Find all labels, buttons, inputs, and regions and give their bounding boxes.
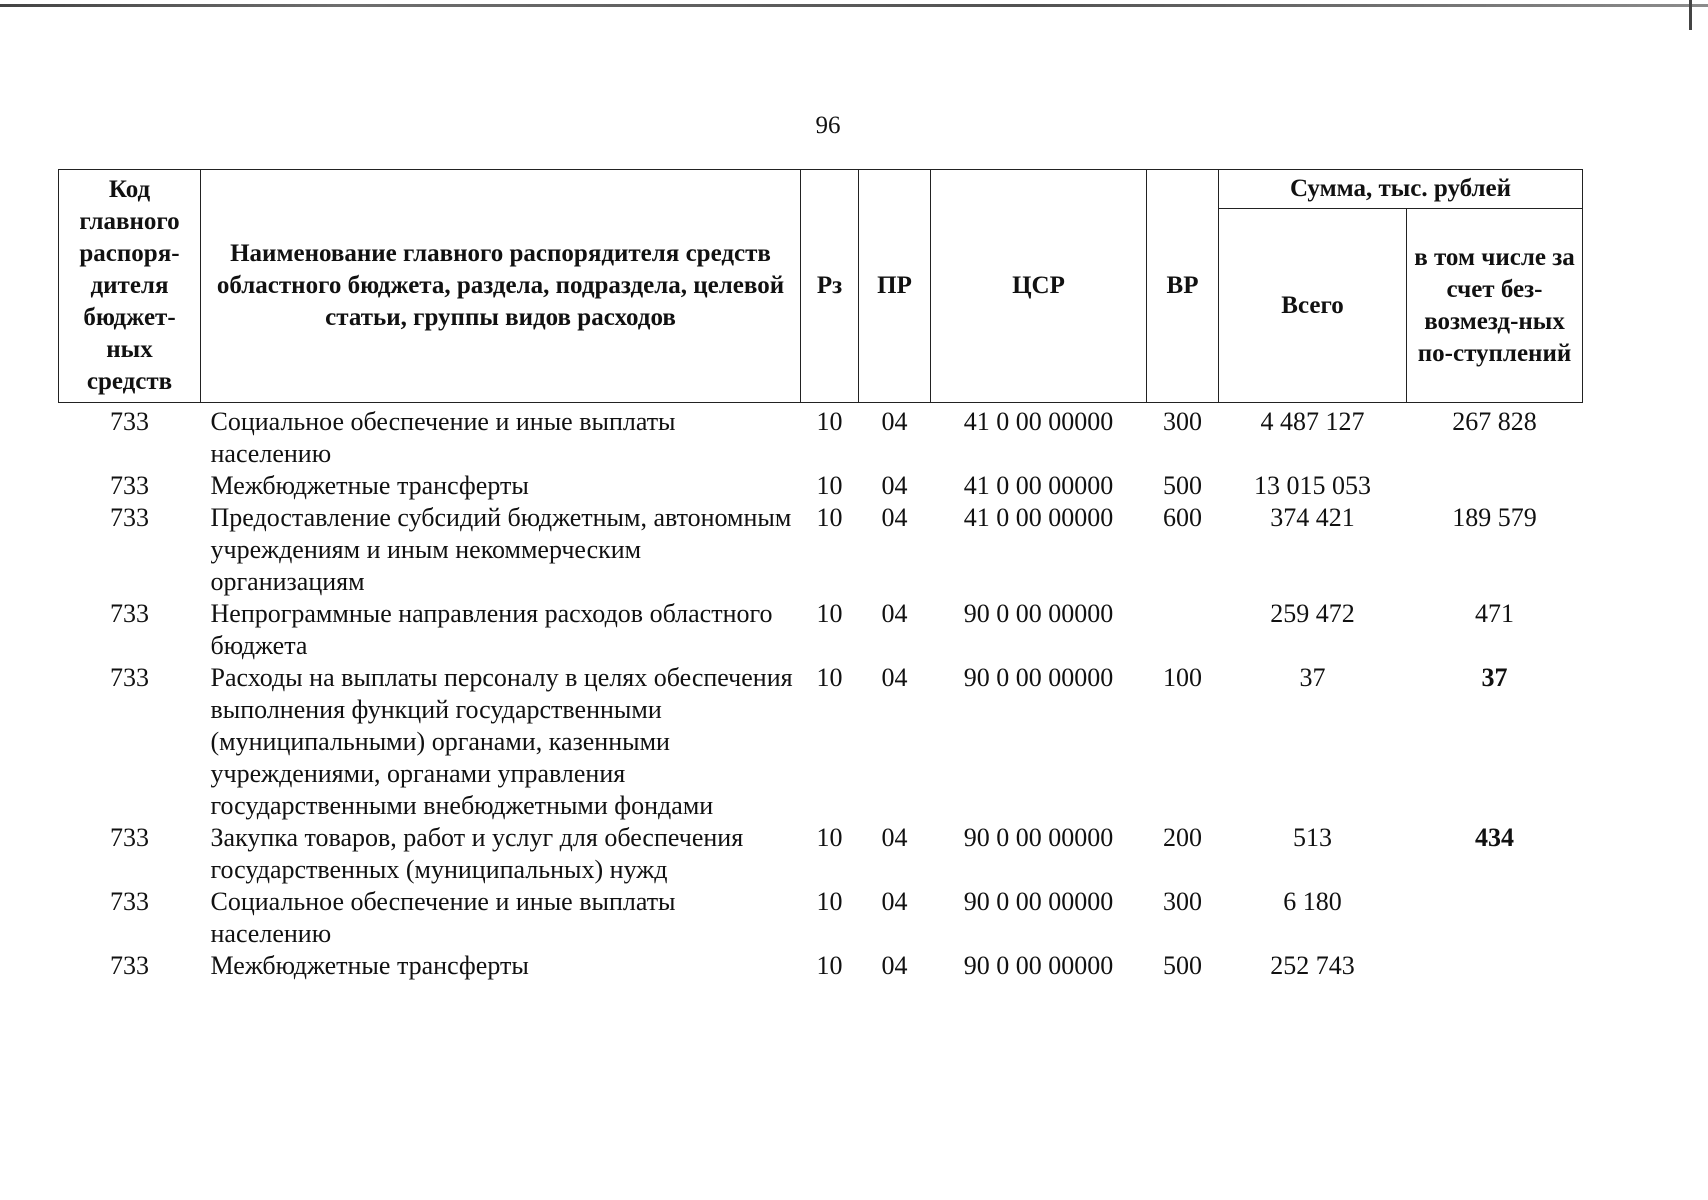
cell-code: 733 [110,663,149,692]
cell-vr: 100 [1163,663,1202,692]
cell-pr: 04 [881,407,908,436]
cell-csr: 90 0 00 00000 [963,663,1114,692]
cell-pr: 04 [881,887,908,916]
table-row [59,598,1583,662]
cell-name: Расходы на выплаты персоналу в целях обеспечения выполнения функций государственными (муниципальными) органами, казенными учреждениями, органами управления государственными внебюджетными фондами [210,663,793,820]
cell-vr: 600 [1163,503,1202,532]
cell-pr: 04 [881,951,908,980]
cell-total: 6 180 [1283,887,1342,916]
cell-vr [1147,598,1219,662]
cell-rz: 10 [816,887,843,916]
cell-csr: 41 0 00 00000 [963,503,1114,532]
cell-code: 733 [110,407,149,436]
cell-incl: 37 [1481,663,1508,692]
table-row [59,886,1583,950]
cell-code: 733 [110,503,149,532]
cell-total: 513 [1293,823,1332,852]
table-body [59,403,1583,983]
cell-incl: 267 828 [1452,407,1537,436]
cell-incl [1407,886,1583,950]
cell-pr: 04 [881,823,908,852]
cell-rz: 10 [816,663,843,692]
cell-rz: 10 [816,471,843,500]
table-row [59,403,1583,471]
cell-name: Закупка товаров, работ и услуг для обеспечения государственных (муниципальных) нужд [210,823,744,884]
cell-rz: 10 [816,823,843,852]
header-csr: ЦСР [931,170,1147,403]
cell-csr: 41 0 00 00000 [963,407,1114,436]
cell-name: Социальное обеспечение и иные выплаты населению [210,887,676,948]
cell-total: 4 487 127 [1260,407,1365,436]
cell-name: Межбюджетные трансферты [210,951,529,980]
header-pr: ПР [859,170,931,403]
cell-csr: 90 0 00 00000 [963,887,1114,916]
cell-name: Межбюджетные трансферты [210,471,529,500]
cell-code: 733 [110,471,149,500]
cell-pr: 04 [881,471,908,500]
cell-incl: 189 579 [1452,503,1537,532]
header-name: Наименование главного распорядителя средств областного бюджета, раздела, подраздела, целевой статьи, группы видов расходов [201,170,801,403]
cell-pr: 04 [881,599,908,628]
cell-incl: 434 [1475,823,1514,852]
cell-name: Непрограммные направления расходов областного бюджета [210,599,773,660]
cell-incl [1407,470,1583,502]
cell-name: Предоставление субсидий бюджетным, автономным учреждениям и иным некоммерческим организациям [210,503,792,596]
table-row [59,950,1583,982]
cell-incl: 471 [1475,599,1514,628]
cell-csr: 90 0 00 00000 [963,823,1114,852]
cell-csr: 90 0 00 00000 [963,951,1114,980]
cell-code: 733 [110,951,149,980]
cell-pr: 04 [881,503,908,532]
page-number: 96 [815,112,841,139]
cell-name: Социальное обеспечение и иные выплаты населению [210,407,676,468]
cell-vr: 500 [1163,471,1202,500]
cell-code: 733 [110,823,149,852]
table-row [59,502,1583,598]
cell-vr: 500 [1163,951,1202,980]
table-row [59,470,1583,502]
cell-total: 374 421 [1270,503,1355,532]
cell-rz: 10 [816,407,843,436]
header-incl: в том числе за счет без-возмезд-ных по-ступлений [1407,209,1583,403]
cell-code: 733 [110,599,149,628]
scan-border-top [0,4,1708,7]
header-sum: Сумма, тыс. рублей [1219,170,1583,209]
cell-vr: 300 [1163,407,1202,436]
cell-total: 37 [1299,663,1326,692]
table-row [59,822,1583,886]
cell-code: 733 [110,887,149,916]
scan-border-right [1689,0,1692,30]
cell-rz: 10 [816,599,843,628]
cell-vr: 200 [1163,823,1202,852]
cell-incl [1407,950,1583,982]
cell-pr: 04 [881,663,908,692]
header-code: Код главного распоря-дителя бюджет-ных средств [59,170,201,403]
cell-csr: 90 0 00 00000 [963,599,1114,628]
header-rz: Рз [801,170,859,403]
cell-csr: 41 0 00 00000 [963,471,1114,500]
cell-vr: 300 [1163,887,1202,916]
cell-total: 13 015 053 [1254,471,1371,500]
table-header [59,170,1583,403]
header-vr: ВР [1147,170,1219,403]
table-row [59,662,1583,822]
header-total: Всего [1219,209,1407,403]
budget-table [58,169,1583,982]
cell-rz: 10 [816,503,843,532]
cell-rz: 10 [816,951,843,980]
cell-total: 252 743 [1270,951,1355,980]
cell-total: 259 472 [1270,599,1355,628]
